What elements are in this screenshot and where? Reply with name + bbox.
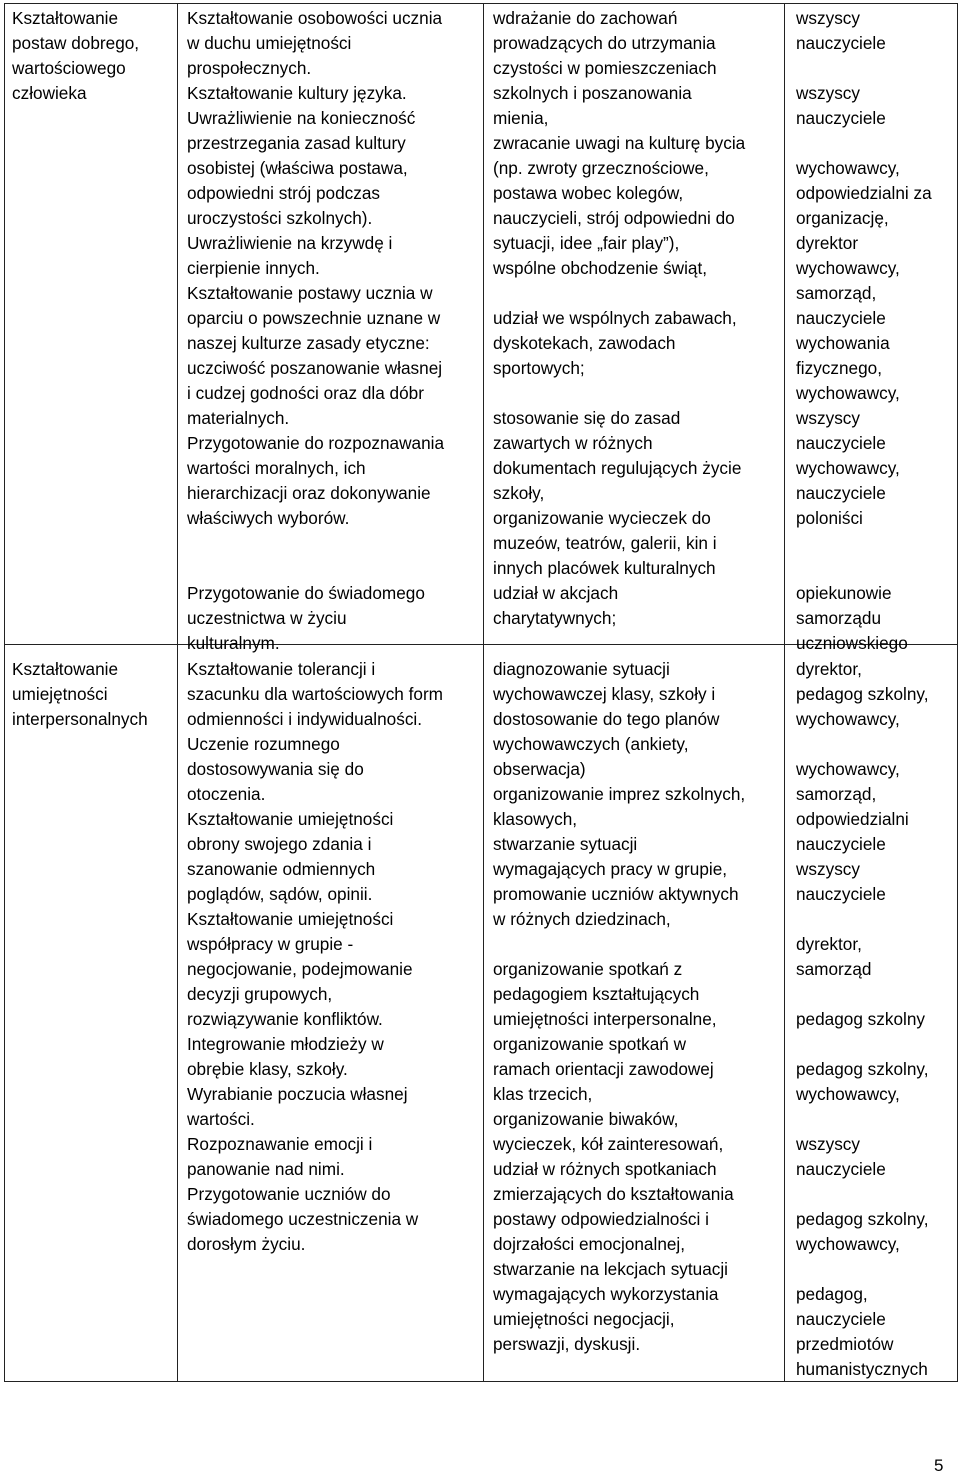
text-line: stwarzanie na lekcjach sytuacji [493, 1259, 729, 1279]
text-line: dyrektor, [796, 934, 862, 954]
text-line: wychowania [796, 333, 890, 353]
text-line: organizację, [796, 208, 889, 228]
text-line: nauczyciele [796, 33, 886, 53]
text-line: wychowawczej klasy, szkoły i [493, 684, 716, 704]
text-line: panowanie nad nimi. [187, 1159, 345, 1179]
text-line: dyskotekach, zawodach [493, 333, 676, 353]
text-line: odpowiedni strój podczas [187, 183, 380, 203]
text-line: uroczystości szkolnych). [187, 208, 373, 228]
text-line: postawy odpowiedzialności i [493, 1209, 709, 1229]
page-number: 5 [934, 1456, 944, 1475]
text-line: nauczyciele [796, 483, 886, 503]
text-line: nauczyciele [796, 108, 886, 128]
text-line: humanistycznych [796, 1359, 928, 1379]
text-line: samorządu [796, 608, 882, 628]
text-line: Integrowanie młodzieży w [187, 1034, 384, 1054]
text-line: Przygotowanie uczniów do [187, 1184, 391, 1204]
tasks-cell [484, 4, 785, 645]
text-line: oparciu o powszechnie uznane w [187, 308, 441, 328]
text-line: dojrzałości emocjonalnej, [493, 1234, 686, 1254]
text-line: przedmiotów [796, 1334, 894, 1354]
table-row [5, 4, 958, 645]
text-line: samorząd [796, 959, 872, 979]
text-line: umiejętności interpersonalne, [493, 1009, 717, 1029]
text-line: stosowanie się do zasad [493, 408, 681, 428]
text-line: Kształtowanie osobowości ucznia [187, 8, 443, 28]
text-line: wymagających pracy w grupie, [493, 859, 728, 879]
tasks-cell [484, 645, 785, 1382]
text-line: wycieczek, kół zainteresowań, [493, 1134, 724, 1154]
text-line: poloniści [796, 508, 863, 528]
text-line: Wyrabianie poczucia własnej [187, 1084, 408, 1104]
text-line: pedagog szkolny [796, 1009, 925, 1029]
goals-cell [178, 4, 484, 653]
goals-text [178, 4, 483, 653]
text-line: wartości moralnych, ich [187, 458, 366, 478]
text-line: właściwych wyborów. [187, 508, 350, 528]
text-line: wszyscy [796, 83, 860, 103]
text-line: wszyscy [796, 859, 860, 879]
text-line: dostosowywania się do [187, 759, 364, 779]
responsible-cell [785, 4, 958, 653]
area-text [5, 645, 177, 1381]
text-line: przestrzegania zasad kultury [187, 133, 406, 153]
text-line: wartościowego [12, 58, 126, 78]
area-cell [5, 645, 178, 1382]
text-line: nauczyciele [796, 834, 886, 854]
text-line: wychowawcy, [796, 458, 900, 478]
text-line: nauczyciele [796, 433, 886, 453]
text-line: dorosłym życiu. [187, 1234, 306, 1254]
text-line: nauczyciele [796, 1159, 886, 1179]
text-line: zwracanie uwagi na kulturę bycia [493, 133, 746, 153]
text-line: Uwrażliwienie na konieczność [187, 108, 416, 128]
text-line: umiejętności negocjacji, [493, 1309, 675, 1329]
text-line: Uwrażliwienie na krzywdę i [187, 233, 393, 253]
text-line: charytatywnych; [493, 608, 617, 628]
text-line: pedagog szkolny, [796, 1209, 929, 1229]
text-line: kulturalnym. [187, 633, 280, 653]
tasks-text [484, 645, 784, 1381]
goals-cell [178, 645, 484, 1382]
text-line: szacunku dla wartościowych form [187, 684, 443, 704]
text-line: Kształtowanie umiejętności [187, 909, 394, 929]
text-line: sportowych; [493, 358, 585, 378]
text-line: wartości. [187, 1109, 255, 1129]
text-line: organizowanie imprez szkolnych, [493, 784, 746, 804]
text-line: Kształtowanie tolerancji i [187, 659, 376, 679]
text-line: prowadzących do utrzymania [493, 33, 716, 53]
text-line: Uczenie rozumnego [187, 734, 340, 754]
text-line: odmienności i indywidualności. [187, 709, 423, 729]
text-line: wychowawcy, [796, 1234, 900, 1254]
text-line: postawa wobec kolegów, [493, 183, 684, 203]
text-line: wymagających wykorzystania [493, 1284, 719, 1304]
text-line: wspólne obchodzenie świąt, [493, 258, 708, 278]
text-line: szkoły, [493, 483, 545, 503]
responsible-text [785, 645, 957, 1381]
responsible-text [785, 4, 957, 653]
text-line: organizowanie spotkań w [493, 1034, 686, 1054]
text-line: szkolnych i poszanowania [493, 83, 692, 103]
text-line: odpowiedzialni [796, 809, 909, 829]
text-line: organizowanie wycieczek do [493, 508, 711, 528]
text-line: prospołecznych. [187, 58, 312, 78]
text-line: samorząd, [796, 283, 877, 303]
text-line: pedagog, [796, 1284, 868, 1304]
text-line: perswazji, dyskusji. [493, 1334, 641, 1354]
text-line: obserwacja) [493, 759, 586, 779]
text-line: wszyscy [796, 408, 860, 428]
text-line: osobistej (właściwa postawa, [187, 158, 408, 178]
tasks-text [484, 4, 784, 644]
text-line: organizowanie biwaków, [493, 1109, 679, 1129]
text-line: sytuacji, idee „fair play”), [493, 233, 680, 253]
text-line: dostosowanie do tego planów [493, 709, 720, 729]
education-plan-table [4, 3, 958, 1382]
text-line: czystości w pomieszczeniach [493, 58, 717, 78]
text-line: nauczycieli, strój odpowiedni do [493, 208, 735, 228]
text-line: udział w różnych spotkaniach [493, 1159, 717, 1179]
text-line: pedagog szkolny, [796, 684, 929, 704]
text-line: materialnych. [187, 408, 290, 428]
text-line: innych placówek kulturalnych [493, 558, 716, 578]
area-cell [5, 4, 178, 645]
text-line: klas trzecich, [493, 1084, 593, 1104]
text-line: wdrażanie do zachowań [493, 8, 678, 28]
text-line: Kształtowanie postawy ucznia w [187, 283, 433, 303]
text-line: Rozpoznawanie emocji i [187, 1134, 373, 1154]
text-line: otoczenia. [187, 784, 266, 804]
text-line: samorząd, [796, 784, 877, 804]
text-line: wychowawcy, [796, 1084, 900, 1104]
text-line: obrębie klasy, szkoły. [187, 1059, 348, 1079]
text-line: pedagog szkolny, [796, 1059, 929, 1079]
text-line: Kształtowanie [12, 659, 119, 679]
area-text [5, 4, 177, 644]
text-line: współpracy w grupie - [187, 934, 354, 954]
text-line: decyzji grupowych, [187, 984, 333, 1004]
text-line: i cudzej godności oraz dla dóbr [187, 383, 424, 403]
text-line: organizowanie spotkań z [493, 959, 683, 979]
text-line: uczestnictwa w życiu [187, 608, 347, 628]
text-line: rozwiązywanie konfliktów. [187, 1009, 383, 1029]
text-line: postaw dobrego, [12, 33, 140, 53]
text-line: Kształtowanie [12, 8, 119, 28]
text-line: obrony swojego zdania i [187, 834, 372, 854]
text-line: stwarzanie sytuacji [493, 834, 638, 854]
text-line: dyrektor, [796, 659, 862, 679]
text-line: nauczyciele [796, 884, 886, 904]
text-line: fizycznego, [796, 358, 882, 378]
text-line: wychowawczych (ankiety, [493, 734, 689, 754]
text-line: wychowawcy, [796, 158, 900, 178]
text-line: człowieka [12, 83, 87, 103]
text-line: nauczyciele [796, 1309, 886, 1329]
text-line: odpowiedzialni za [796, 183, 932, 203]
text-line: Przygotowanie do rozpoznawania [187, 433, 445, 453]
text-line: dokumentach regulujących życie [493, 458, 742, 478]
text-line: zawartych w różnych [493, 433, 653, 453]
text-line: wychowawcy, [796, 383, 900, 403]
text-line: Kształtowanie umiejętności [187, 809, 394, 829]
text-line: udział w akcjach [493, 583, 619, 603]
table-row [5, 645, 958, 1382]
text-line: wszyscy [796, 8, 860, 28]
text-line: (np. zwroty grzecznościowe, [493, 158, 709, 178]
text-line: naszej kulturze zasady etyczne: [187, 333, 430, 353]
text-line: muzeów, teatrów, galerii, kin i [493, 533, 717, 553]
text-line: uczniowskiego [796, 633, 908, 653]
text-line: Przygotowanie do świadomego [187, 583, 425, 603]
responsible-cell [785, 645, 958, 1382]
text-line: diagnozowanie sytuacji [493, 659, 670, 679]
text-line: udział we wspólnych zabawach, [493, 308, 737, 328]
text-line: dyrektor [796, 233, 859, 253]
goals-text [178, 645, 483, 1381]
text-line: wszyscy [796, 1134, 860, 1154]
text-line: Kształtowanie kultury języka. [187, 83, 407, 103]
text-line: zmierzających do kształtowania [493, 1184, 734, 1204]
text-line: w różnych dziedzinach, [493, 909, 671, 929]
text-line: świadomego uczestniczenia w [187, 1209, 419, 1229]
text-line: hierarchizacji oraz dokonywanie [187, 483, 431, 503]
text-line: pedagogiem kształtujących [493, 984, 700, 1004]
text-line: mienia, [493, 108, 549, 128]
text-line: szanowanie odmiennych [187, 859, 376, 879]
text-line: ramach orientacji zawodowej [493, 1059, 714, 1079]
text-line: w duchu umiejętności [187, 33, 352, 53]
text-line: wychowawcy, [796, 759, 900, 779]
text-line: negocjowanie, podejmowanie [187, 959, 413, 979]
text-line: wychowawcy, [796, 709, 900, 729]
text-line: opiekunowie [796, 583, 892, 603]
text-line: wychowawcy, [796, 258, 900, 278]
text-line: poglądów, sądów, opinii. [187, 884, 373, 904]
text-line: promowanie uczniów aktywnych [493, 884, 739, 904]
text-line: nauczyciele [796, 308, 886, 328]
text-line: cierpienie innych. [187, 258, 320, 278]
text-line: uczciwość poszanowanie własnej [187, 358, 443, 378]
text-line: klasowych, [493, 809, 578, 829]
text-line: umiejętności [12, 684, 108, 704]
text-line: interpersonalnych [12, 709, 148, 729]
